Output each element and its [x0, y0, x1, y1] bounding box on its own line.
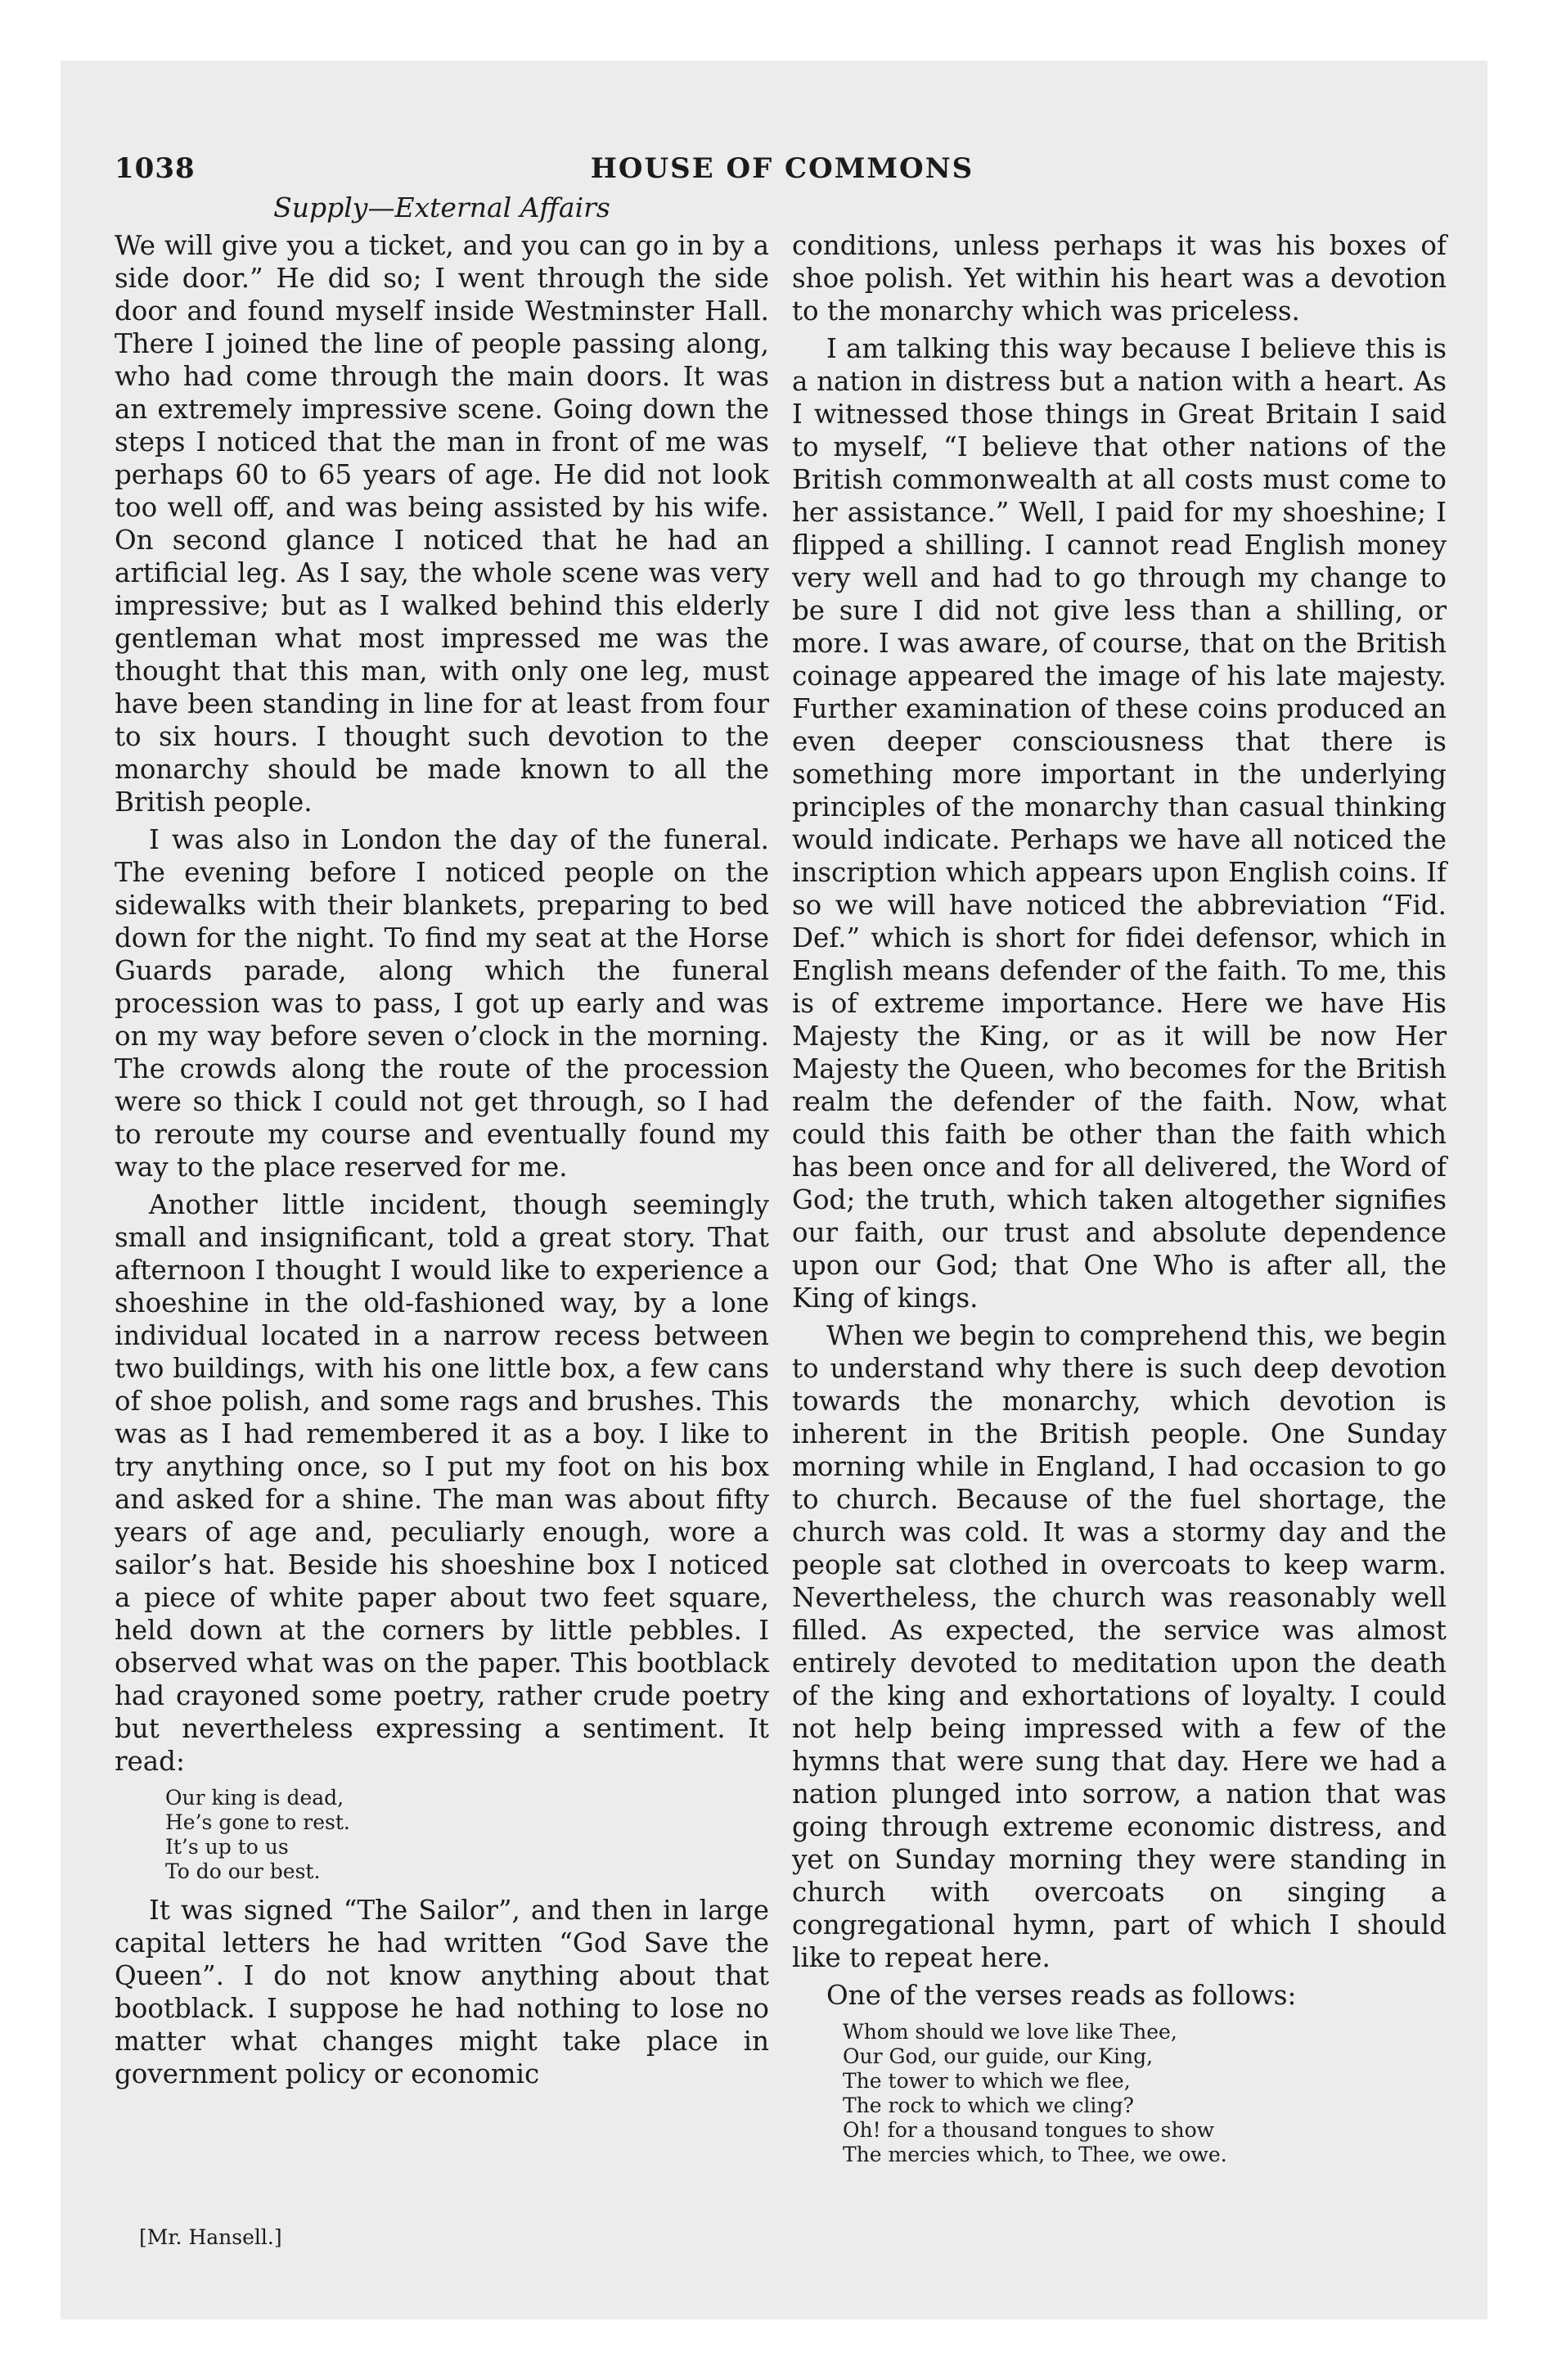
- paragraph: When we begin to comprehend this, we begin to understand why there is such deep devotion towards the monarchy, which devotion is inherent in the British people. One Sunday morning while in England, I had occasion to go to church. Because of the fuel shortage, the church was cold. It was a stormy day and the people sat clothed in overcoats to keep warm. Nevertheless, the church was reasonably well filled. As expected, the service was almost entirely devoted to meditation upon the death of the king and exhortations of loyalty. I could not help being impressed with a few of the hymns that were sung that day. Here we had a nation plunged into sorrow, a nation that was going through extreme economic distress, and yet on Sunday morning they were standing in church with overcoats on singing a congregational hymn, part of which I should like to repeat here.: [792, 1320, 1447, 1973]
- poem-line: To do our best.: [165, 1859, 321, 1883]
- paragraph: We will give you a ticket, and you can go in by a side door.” He did so; I went through the side door and found myself inside Westminster Hall. There I joined the line of people passing along, who had come through the main doors. It was an extremely impressive scene. Going down the steps I noticed that the man in front of me was perhaps 60 to 65 years of age. He did not look too well off, and was being assisted by his wife. On second glance I noticed that he had an artificial leg. As I say, the whole scene was very impressive; but as I walked behind this elderly gentleman what most impressed me was the thought that this man, with only one leg, must have been standing in line for at least from four to six hours. I thought such devotion to the monarchy should be made known to all the British people.: [115, 230, 769, 818]
- running-title: HOUSE OF COMMONS: [590, 152, 974, 185]
- section-heading: Supply—External Affairs: [273, 192, 610, 223]
- paragraph: conditions, unless perhaps it was his boxes of shoe polish. Yet within his heart was a devotion to the monarchy which was priceless.: [792, 230, 1447, 327]
- paragraph: I was also in London the day of the funeral. The evening before I noticed people on the sidewalks with their blankets, preparing to bed down for the night. To find my seat at the Horse Guards parade, along which the funeral procession was to pass, I got up early and was on my way before seven o’clock in the morning. The crowds along the route of the procession were so thick I could not get through, so I had to reroute my course and eventually found my way to the place reserved for me.: [115, 824, 769, 1183]
- right-column: [792, 229, 1447, 2177]
- hymn-line: The mercies which, to Thee, we owe.: [843, 2143, 1227, 2166]
- hymn-line: Our God, our guide, our King,: [843, 2044, 1154, 2068]
- hymn-verse: [843, 2020, 1447, 2167]
- hymn-line: Whom should we love like Thee,: [843, 2020, 1177, 2044]
- poem: [165, 1786, 769, 1884]
- hymn-line: The tower to which we flee,: [843, 2069, 1131, 2093]
- left-column: [115, 229, 769, 2090]
- hymn-line: Oh! for a thousand tongues to show: [843, 2118, 1215, 2142]
- poem-line: He’s gone to rest.: [165, 1810, 350, 1834]
- paragraph: One of the verses reads as follows:: [826, 1980, 1297, 2011]
- poem-line: Our king is dead,: [165, 1786, 344, 1810]
- page-header: [115, 152, 1450, 193]
- page-number: 1038: [115, 152, 196, 185]
- paragraph: Another little incident, though seemingly small and insignificant, told a great story. That afternoon I thought I would like to experience a shoeshine in the old-fashioned way, by a lone individual located in a narrow recess between two buildings, with his one little box, a few cans of shoe polish, and some rags and brushes. This was as I had remembered it as a boy. I like to try anything once, so I put my foot on his box and asked for a shine. The man was about fifty years of age and, peculiarly enough, wore a sailor’s hat. Beside his shoeshine box I noticed a piece of white paper about two feet square, held down at the corners by little pebbles. I observed what was on the paper. This bootblack had crayoned some poetry, rather crude poetry but nevertheless expressing a sentiment. It read:: [115, 1189, 769, 1777]
- paragraph: It was signed “The Sailor”, and then in large capital letters he had written “God Save the Queen”. I do not know anything about that bootblack. I suppose he had nothing to lose no matter what changes might take place in government policy or economic: [115, 1895, 769, 2089]
- hymn-line: The rock to which we cling?: [843, 2094, 1134, 2117]
- poem-line: It’s up to us: [165, 1835, 289, 1859]
- paragraph: I am talking this way because I believe this is a nation in distress but a nation with a heart. As I witnessed those things in Great Britain I said to myself, “I believe that other nations of the British commonwealth at all costs must come to her assistance.” Well, I paid for my shoeshine; I flipped a shilling. I cannot read English money very well and had to go through my change to be sure I did not give less than a shilling, or more. I was aware, of course, that on the British coinage appeared the image of his late majesty. Further examination of these coins produced an even deeper consciousness that there is something more important in the underlying principles of the monarchy than casual thinking would indicate. Perhaps we have all noticed the inscription which appears upon English coins. If so we will have noticed the abbreviation “Fid. Def.” which is short for fidei defensor, which in English means defender of the faith. To me, this is of extreme importance. Here we have His Majesty the King, or as it will be now Her Majesty the Queen, who becomes for the British realm the defender of the faith. Now, what could this faith be other than the faith which has been once and for all delivered, the Word of God; the truth, which taken altogether signifies our faith, our trust and absolute dependence upon our God; that One Who is after all, the King of kings.: [792, 333, 1447, 1314]
- speaker-attribution: [Mr. Hansell.]: [139, 2225, 282, 2249]
